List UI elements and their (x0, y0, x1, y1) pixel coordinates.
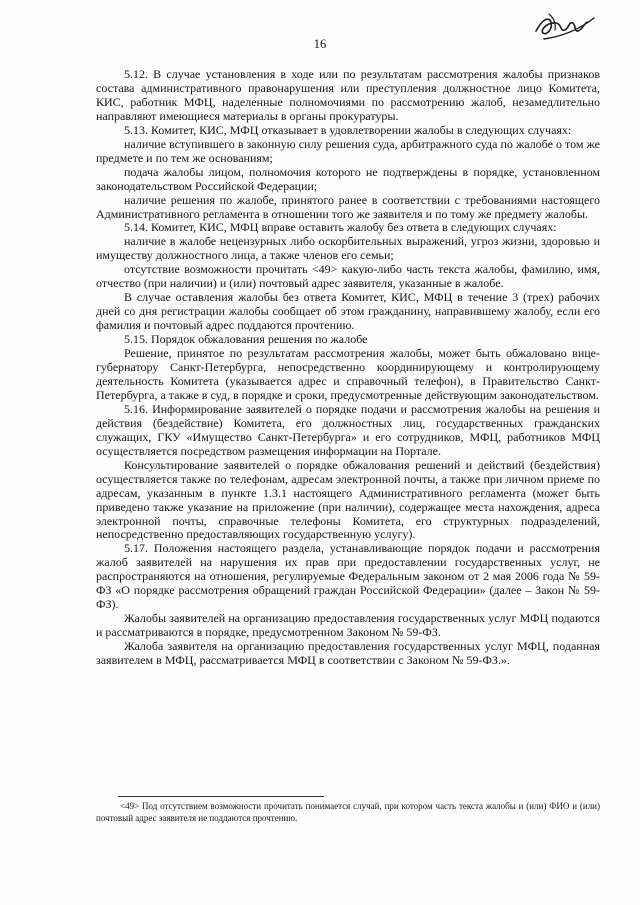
paragraph-5-13: 5.13. Комитет, КИС, МФЦ отказывает в удовлетворении жалобы в следующих случаях: (124, 122, 572, 137)
paragraph-5-16: 5.16. Информирование заявителей о порядке подачи и рассмотрения жалобы на решения и действия (бездействие) Комитета, его должностных лиц, государственных гражданских служащих, ГКУ «Имущество Санкт-Петербурга» и его сотрудников, МФЦ, работников МФЦ осуществляется посредством размещения информации на Портале. (96, 401, 600, 458)
footnote-divider (118, 796, 324, 797)
appeal-procedure: Решение, принятое по результатам рассмотрения жалобы, может быть обжаловано вице-губернатору Санкт-Петербурга, непосредственно координирующему и контролирующему деятельность Комитета (указывается адрес и справочный телефон), в Правительство Санкт-Петербурга, а также в суд, в порядке и сроки, предусмотренные действующим законодательством. (96, 346, 600, 402)
paragraph-5-15: 5.15. Порядок обжалования решения по жалобе (124, 332, 368, 347)
paragraph-5-17: 5.17. Положения настоящего раздела, устанавливающие порядок подачи и рассмотрения жалоб заявителей на нарушения их прав при предоставлении государственных услуг, не распространяются на отношения, регулируемые Федеральным законом от 2 мая 2006 года № 59-ФЗ «О порядке рассмотрения обращений граждан Российской Федерации» (далее – Закон № 59-ФЗ). (96, 541, 600, 612)
mfc-complaints-paragraph: Жалобы заявителей на организацию предоставления государственных услуг МФЦ подаются и рассматриваются в порядке, предусмотренном Законом № 59-ФЗ. (96, 611, 600, 640)
mfc-complaint-review-paragraph: Жалоба заявителя на организацию предоставления государственных услуг МФЦ, поданная заявителем в МФЦ, рассматривается МФЦ в соответствии с Законом № 59-ФЗ.». (96, 639, 600, 668)
footnote-49: <49> Под отсутствием возможности прочитать понимается случай, при котором часть текста жалобы и (или) ФИО и (или) почтовый адрес заявителя не поддаются прочтению. (96, 801, 600, 823)
footnote (96, 800, 600, 824)
consultation-paragraph: Консультирование заявителей о порядке обжалования решений и действий (бездействия) осуществляется также по телефонам, адресам электронной почты, а также при личном приеме по адресам, указанным в пункте 1.3.1 настоящего Административного регламента (может быть приведено также указание на приложение (при наличии), содержащее места нахождения, адреса электронной почты, справочные телефоны Комитета, его структурных подразделений, непосредственно предоставляющих государственную услугу). (96, 457, 600, 542)
paragraph-5-14: 5.14. Комитет, КИС, МФЦ вправе оставить жалобу без ответа в следующих случаях: (124, 220, 557, 235)
document-body (96, 68, 600, 668)
no-answer-reason-obscene: наличие в жалобе нецензурных либо оскорбительных выражений, угроз жизни, здоровью и имуществу должностного лица, а также членов его семьи; (96, 234, 600, 263)
refusal-reason-court-decision: наличие вступившего в законную силу решения суда, арбитражного суда по жалобе о том же предмете и по тем же основаниям; (96, 136, 600, 165)
no-answer-reason-unreadable: отсутствие возможности прочитать <49> какую-либо часть текста жалобы, фамилию, имя, отчество (при наличии) и (или) почтовый адрес заявителя, указанные в жалобе. (96, 262, 600, 291)
refusal-reason-unconfirmed-authority: подача жалобы лицом, полномочия которого не подтверждены в порядке, установленном законодательством Российской Федерации; (96, 164, 600, 193)
page-number: 16 (313, 37, 327, 51)
no-answer-notification: В случае оставления жалобы без ответа Комитет, КИС, МФЦ в течение 3 (трех) рабочих дней со дня регистрации жалобы сообщает об этом гражданину, направившему жалобу, если его фамилия и почтовый адрес поддаются прочтению. (96, 290, 600, 333)
paragraph-5-12: 5.12. В случае установления в ходе или по результатам рассмотрения жалобы признаков состава административного правонарушения или преступления должностное лицо Комитета, КИС, работник МФЦ, наделенные полномочиями по рассмотрению жалоб, незамедлительно направляют имеющиеся материалы в органы прокуратуры. (96, 67, 600, 123)
refusal-reason-prior-decision: наличие решения по жалобе, принятого ранее в соответствии с требованиями настоящего Административного регламента в отношении того же заявителя и по тому же предмету жалобы. (96, 192, 600, 221)
